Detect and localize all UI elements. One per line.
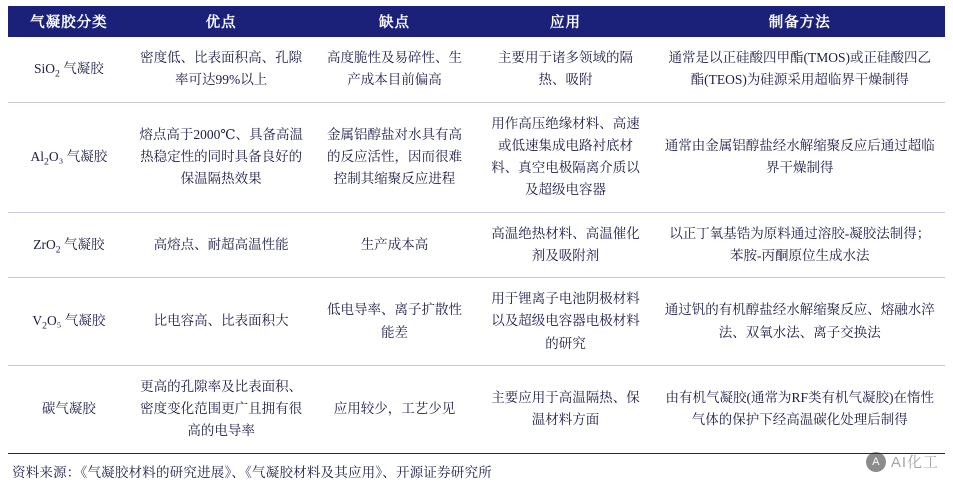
table-row [8, 212, 945, 278]
cell-pros: 高熔点、耐超高温性能 [130, 212, 313, 278]
column-header-type: 气凝胶分类 [8, 6, 130, 37]
cell-applications: 主要应用于高温隔热、保温材料方面 [476, 365, 654, 453]
table-row [8, 102, 945, 212]
cell-preparation: 以正丁氧基锆为原料通过溶胶-凝胶法制得；苯胺-丙酮原位生成水法 [654, 212, 945, 278]
cell-preparation: 通常是以正硅酸四甲酯(TMOS)或正硅酸四乙酯(TEOS)为硅源采用超临界干燥制得 [654, 37, 945, 102]
cell-pros: 密度低、比表面积高、孔隙率可达99%以上 [130, 37, 313, 102]
cell-applications: 用于锂离子电池阴极材料以及超级电容器电极材料的研究 [476, 278, 654, 366]
column-header-cons: 缺点 [313, 6, 477, 37]
table-row [8, 278, 945, 366]
watermark-logo-icon: A [866, 452, 886, 472]
watermark-text: AI化工 [890, 454, 939, 471]
cell-applications: 主要用于诸多领域的隔热、吸附 [476, 37, 654, 102]
table-header [8, 6, 945, 37]
cell-applications: 用作高压绝缘材料、高速或低速集成电路衬底材料、真空电极隔离介质以及超级电容器 [476, 102, 654, 212]
cell-cons: 低电导率、离子扩散性能差 [313, 278, 477, 366]
column-header-preparation: 制备方法 [654, 6, 945, 37]
aerogel-comparison-table [8, 6, 945, 454]
cell-cons: 生产成本高 [313, 212, 477, 278]
column-header-pros: 优点 [130, 6, 313, 37]
cell-preparation: 通常由金属铝醇盐经水解缩聚反应后通过超临界干燥制得 [654, 102, 945, 212]
table-row [8, 365, 945, 453]
source-note: 资料来源：《气凝胶材料的研究进展》、《气凝胶材料及其应用》、开源证券研究所 [12, 464, 492, 480]
cell-preparation: 由有机气凝胶(通常为RF类有机气凝胶)在惰性气体的保护下经高温碳化处理后制得 [654, 365, 945, 453]
cell-type: ZrO$_2$ 气凝胶 [8, 212, 130, 278]
table-header-row [8, 6, 945, 37]
cell-cons: 金属铝醇盐对水具有高的反应活性，因而很难控制其缩聚反应进程 [313, 102, 477, 212]
cell-type: SiO$_2$ 气凝胶 [8, 37, 130, 102]
cell-type: $V_2O_5$ 气凝胶 [8, 278, 130, 366]
table-row [8, 37, 945, 102]
cell-pros: 比电容高、比表面积大 [130, 278, 313, 366]
column-header-applications: 应用 [476, 6, 654, 37]
cell-preparation: 通过钒的有机醇盐经水解缩聚反应、熔融水淬法、双氧水法、离子交换法 [654, 278, 945, 366]
cell-cons: 高度脆性及易碎性、生产成本目前偏高 [313, 37, 477, 102]
cell-cons: 应用较少，工艺少见 [313, 365, 477, 453]
cell-type: 碳气凝胶 [8, 365, 130, 453]
cell-type: $Al_2O_3$ 气凝胶 [8, 102, 130, 212]
table-body [8, 37, 945, 453]
cell-pros: 熔点高于2000℃、具备高温热稳定性的同时具备良好的保温隔热效果 [130, 102, 313, 212]
cell-applications: 高温绝热材料、高温催化剂及吸附剂 [476, 212, 654, 278]
cell-pros: 更高的孔隙率及比表面积、密度变化范围更广且拥有很高的电导率 [130, 365, 313, 453]
